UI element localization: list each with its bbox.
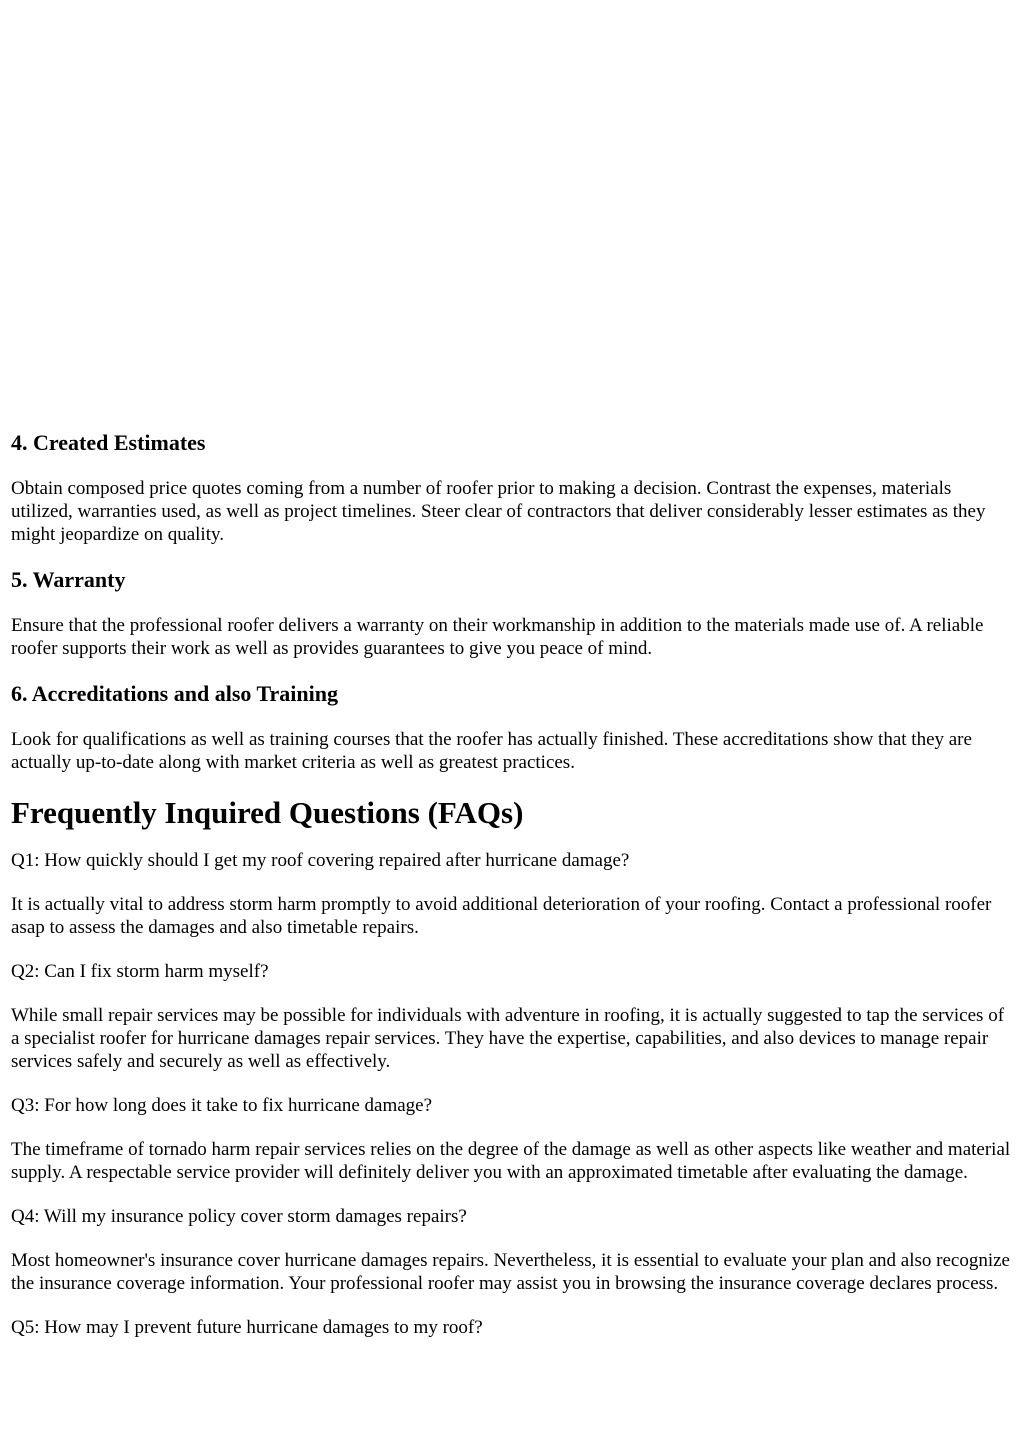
document-page	[11, 0, 1013, 1360]
section-heading: 6. Accreditations and also Training	[11, 681, 338, 706]
section-written-estimates	[11, 430, 1013, 546]
blank-image-area	[11, 0, 1013, 430]
section-paragraph: Look for qualifications as well as training courses that the roofer has actually finished. These accreditations show that they are actually up-to-date along with market criteria as well as greatest practices.	[11, 729, 972, 773]
faq-question: Q5: How may I prevent future hurricane damages to my roof?	[11, 1317, 483, 1338]
faq-question: Q1: How quickly should I get my roof covering repaired after hurricane damage?	[11, 850, 630, 871]
faq-question: Q2: Can I fix storm harm myself?	[11, 961, 269, 982]
section-heading: 5. Warranty	[11, 567, 126, 592]
faq-heading: Frequently Inquired Questions (FAQs)	[11, 795, 524, 830]
section-accreditations	[11, 681, 1013, 774]
section-warranty	[11, 567, 1013, 660]
section-paragraph: Ensure that the professional roofer delivers a warranty on their workmanship in addition to the materials made use of. A reliable roofer supports their work as well as provides guarantees to give you peace of mind.	[11, 615, 984, 659]
faq-answer: It is actually vital to address storm harm promptly to avoid additional deterioration of your roofing. Contact a professional roofer asap to assess the damages and also timetable repairs.	[11, 894, 992, 938]
faq-answer: Most homeowner's insurance cover hurricane damages repairs. Nevertheless, it is essential to evaluate your plan and also recognize the insurance coverage information. Your professional roofer may assist you in browsing the insurance coverage declares process.	[11, 1250, 1010, 1294]
faq-section	[11, 795, 1013, 1339]
faq-question: Q3: For how long does it take to fix hurricane damage?	[11, 1095, 433, 1116]
faq-question: Q4: Will my insurance policy cover storm damages repairs?	[11, 1206, 467, 1227]
faq-answer: The timeframe of tornado harm repair services relies on the degree of the damage as well as other aspects like weather and material supply. A respectable service provider will definitely deliver you with an approximated timetable after evaluating the damage.	[11, 1139, 1011, 1183]
faq-answer: While small repair services may be possible for individuals with adventure in roofing, it is actually suggested to tap the services of a specialist roofer for hurricane damages repair services. They have the expertise, capabilities, and also devices to manage repair services safely and securely as well as effectively.	[11, 1005, 1005, 1072]
section-heading: 4. Created Estimates	[11, 430, 206, 455]
section-paragraph: Obtain composed price quotes coming from a number of roofer prior to making a decision. Contrast the expenses, materials utilized, warranties used, as well as project timelines. Steer clear of contractors that deliver considerably lesser estimates as they might jeopardize on quality.	[11, 478, 986, 545]
